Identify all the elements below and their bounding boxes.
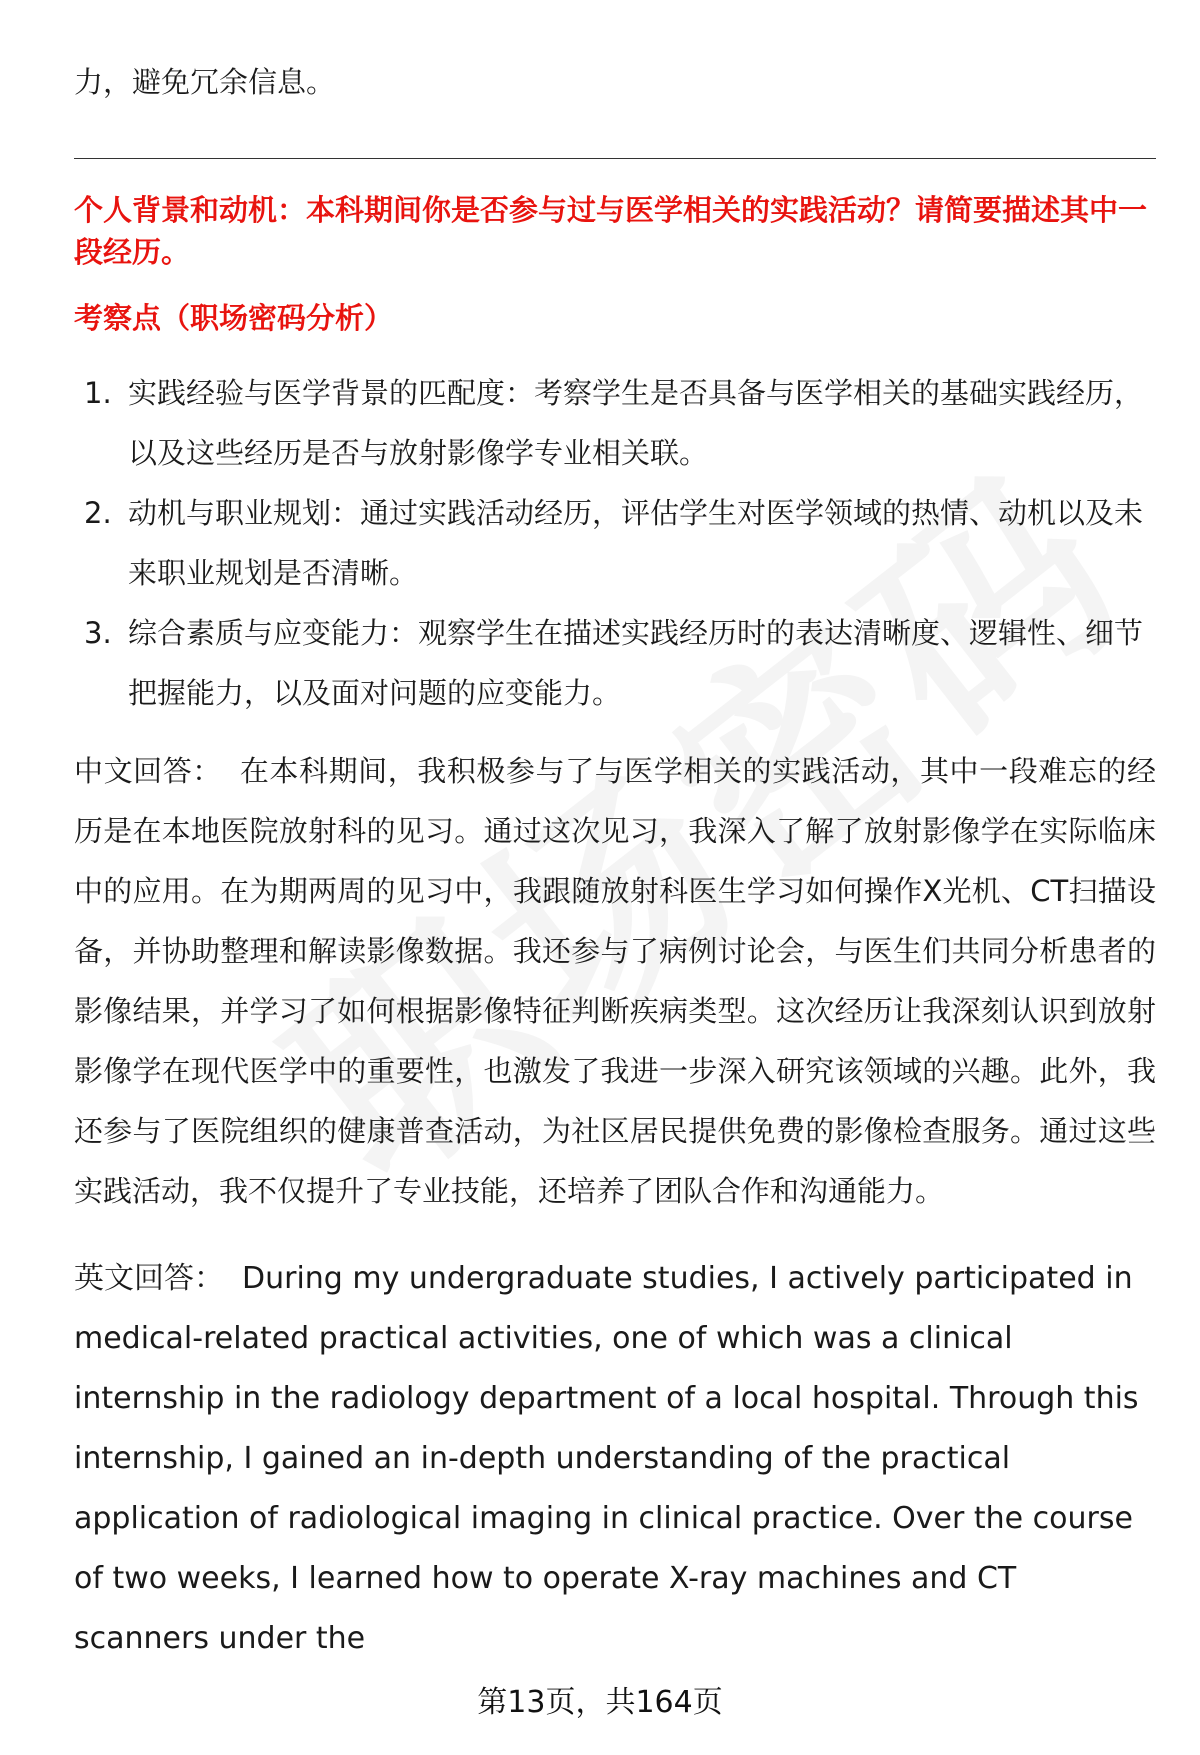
- assessment-points-list: [74, 363, 1156, 723]
- page-footer: [0, 1683, 1200, 1723]
- english-answer-label: 英文回答：: [74, 1261, 224, 1296]
- point-number: 2.: [84, 496, 112, 530]
- point-text: 实践经验与医学背景的匹配度：考察学生是否具备与医学相关的基础实践经历，以及这些经历是否与放射影像学专业相关联。: [128, 376, 1144, 470]
- chinese-answer-text: 在本科期间，我积极参与了与医学相关的实践活动，其中一段难忘的经历是在本地医院放射科的见习。通过这次见习，我深入了解了放射影像学在实际临床中的应用。在为期两周的见习中，我跟随放射科医生学习如何操作X光机、CT扫描设备，并协助整理和解读影像数据。我还参与了病例讨论会，与医生们共同分析患者的影像结果，并学习了如何根据影像特征判断疾病类型。这次经历让我深刻认识到放射影像学在现代医学中的重要性，也激发了我进一步深入研究该领域的兴趣。此外，我还参与了医院组织的健康普查活动，为社区居民提供免费的影像检查服务。通过这些实践活动，我不仅提升了专业技能，还培养了团队合作和沟通能力。: [74, 754, 1156, 1208]
- section-divider: [74, 158, 1156, 159]
- english-answer: [74, 1249, 1156, 1669]
- point-number: 1.: [84, 376, 112, 410]
- interview-question: 个人背景和动机：本科期间你是否参与过与医学相关的实践活动？请简要描述其中一段经历。: [74, 193, 1148, 269]
- assessment-point: [74, 483, 1156, 603]
- assessment-point: [74, 603, 1156, 723]
- page-number: 第13页，共164页: [477, 1685, 723, 1720]
- page-content: [74, 52, 1156, 1669]
- assessment-point: [74, 363, 1156, 483]
- point-text: 综合素质与应变能力：观察学生在描述实践经历时的表达清晰度、逻辑性、细节把握能力，以及面对问题的应变能力。: [128, 616, 1144, 710]
- chinese-answer: [74, 741, 1156, 1221]
- point-number: 3.: [84, 616, 112, 650]
- english-answer-text: During my undergraduate studies, I actively participated in medical-related practical activities, one of which was a clinical internship in the radiology department of a local hospital. Through this internship, I gained an in-depth understanding of the practical application of radiological imaging in clinical practice. Over the course of two weeks, I learned how to operate X-ray machines and CT scanners under the: [74, 1261, 1139, 1656]
- chinese-answer-label: 中文回答：: [74, 754, 222, 788]
- assessment-heading: 考察点（职场密码分析）: [74, 301, 394, 335]
- top-continuation-text: 力，避免冗余信息。: [74, 65, 336, 99]
- point-text: 动机与职业规划：通过实践活动经历，评估学生对医学领域的热情、动机以及未来职业规划是否清晰。: [128, 496, 1144, 590]
